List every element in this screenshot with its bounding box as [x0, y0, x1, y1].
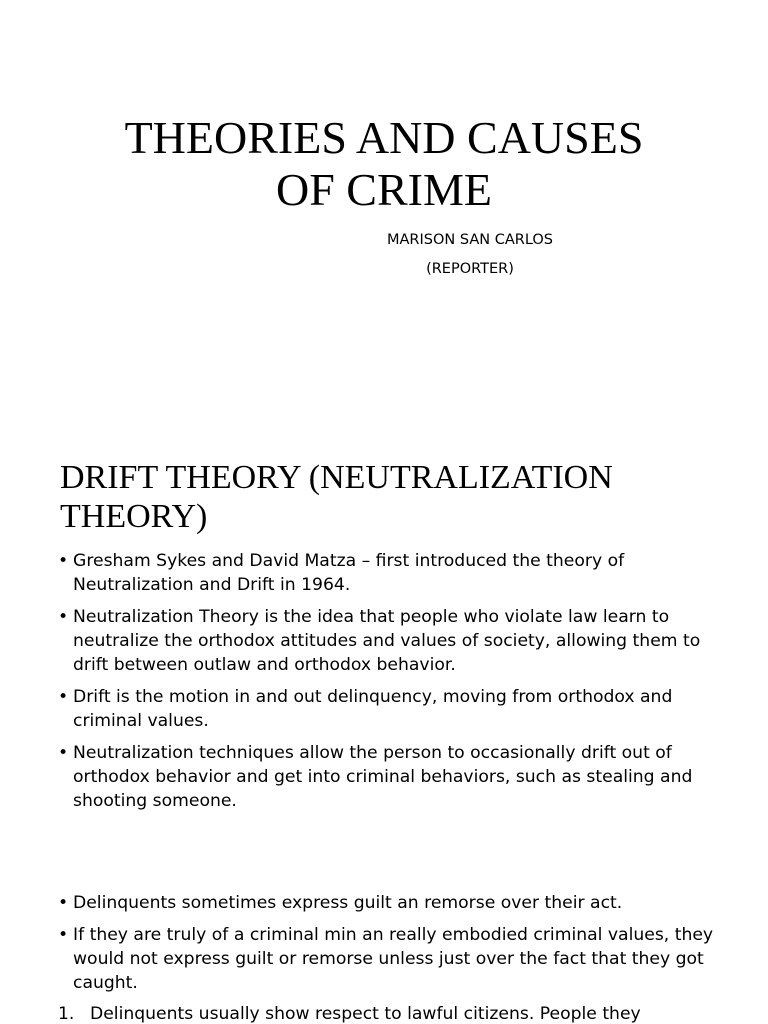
heading-line-2: THEORY) [60, 498, 208, 535]
bullet-list [58, 891, 718, 1003]
bullet-text: Gresham Sykes and David Matza – first introduced the theory of Neutralization and Drift in 1964. [73, 551, 625, 595]
bullet-marker: • [58, 551, 69, 571]
bullet-marker: • [58, 607, 69, 627]
bullet-list [58, 549, 718, 821]
title-line-1: THEORIES AND CAUSES [124, 112, 644, 163]
presentation-title [0, 112, 768, 216]
drift-theory-slide [0, 440, 768, 840]
slide-heading [60, 458, 740, 536]
bullet-marker: • [58, 687, 69, 707]
reporter-name: MARISON SAN CARLOS [387, 232, 553, 248]
continuation-slide [0, 875, 768, 1024]
bullet-item [58, 741, 718, 813]
bullet-marker: • [58, 893, 69, 913]
bullet-text: Delinquents sometimes express guilt an remorse over their act. [73, 893, 623, 913]
bullet-item [58, 891, 718, 915]
bullet-marker: • [58, 925, 69, 945]
title-line-2: OF CRIME [276, 164, 492, 215]
numbered-item [58, 1002, 718, 1024]
title-slide [0, 0, 768, 405]
reporter-role: (REPORTER) [426, 261, 514, 277]
bullet-text: Neutralization techniques allow the person to occasionally drift out of orthodox behavior and get into criminal behaviors, such as stealing and shooting someone. [73, 743, 693, 811]
bullet-item [58, 605, 718, 677]
bullet-marker: • [58, 743, 69, 763]
bullet-item [58, 549, 718, 597]
bullet-text: Drift is the motion in and out delinquency, moving from orthodox and criminal values. [73, 687, 673, 731]
bullet-item [58, 923, 718, 995]
bullet-text: If they are truly of a criminal min an really embodied criminal values, they would not express guilt or remorse unless just over the fact that they got caught. [73, 925, 714, 993]
item-number: 1. [58, 1004, 75, 1024]
heading-line-1: DRIFT THEORY (NEUTRALIZATION [60, 459, 613, 496]
item-text: Delinquents usually show respect to lawful citizens. People they [90, 1004, 641, 1024]
bullet-text: Neutralization Theory is the idea that people who violate law learn to neutralize the orthodox attitudes and values of society, allowing them to drift between outlaw and orthodox behavior. [73, 607, 701, 675]
bullet-item [58, 685, 718, 733]
